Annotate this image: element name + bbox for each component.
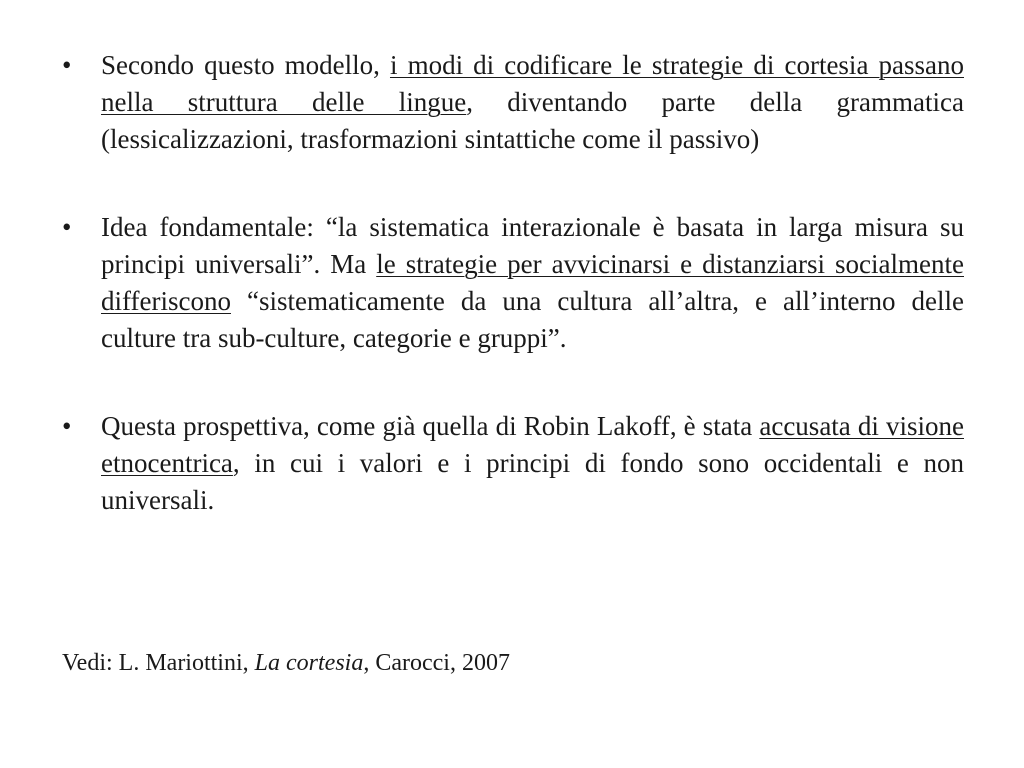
bullet-item-model <box>62 47 964 158</box>
reference-prefix: Vedi: L. Mariottini, <box>62 650 255 676</box>
bullet-text-underlined: accusata di visione etnocentrica <box>101 411 964 478</box>
bullet-item-ethnocentric-critique <box>62 408 964 519</box>
bullet-text-underlined: i modi di codificare le strategie di cortesia passano nella struttura delle lingue <box>101 50 964 117</box>
bullet-text-rest: “sistematicamente da una cultura all’altra, e all’interno delle culture tra sub-culture, categorie e gruppi”. <box>101 286 964 353</box>
bullet-text-underlined-second: differiscono <box>101 286 231 316</box>
reference-citation <box>62 647 510 679</box>
bullet-text-rest: , diventando parte della grammatica (lessicalizzazioni, trasformazioni sintattiche come il passivo) <box>101 87 964 154</box>
bullet-text-rest: , in cui i valori e i principi di fondo sono occidentali e non universali. <box>101 448 964 515</box>
reference-book-title: La cortesia <box>254 650 364 676</box>
bullet-marker: • <box>62 411 72 441</box>
bullet-item-fundamental-idea <box>62 209 964 357</box>
bullet-text-underlined: le strategie per avvicinarsi e distanziarsi socialmente <box>376 249 964 279</box>
bullet-list <box>62 47 964 570</box>
bullet-text-intro: Questa prospettiva, come già quella di Robin Lakoff, è stata <box>101 411 760 441</box>
reference-suffix: , Carocci, 2007 <box>363 650 510 676</box>
bullet-marker: • <box>62 212 72 242</box>
bullet-text-intro: Secondo questo modello, <box>101 50 390 80</box>
bullet-text-intro: Idea fondamentale: “la sistematica interazionale è basata in larga misura su principi universali”. Ma <box>101 212 964 279</box>
bullet-marker: • <box>62 50 72 80</box>
